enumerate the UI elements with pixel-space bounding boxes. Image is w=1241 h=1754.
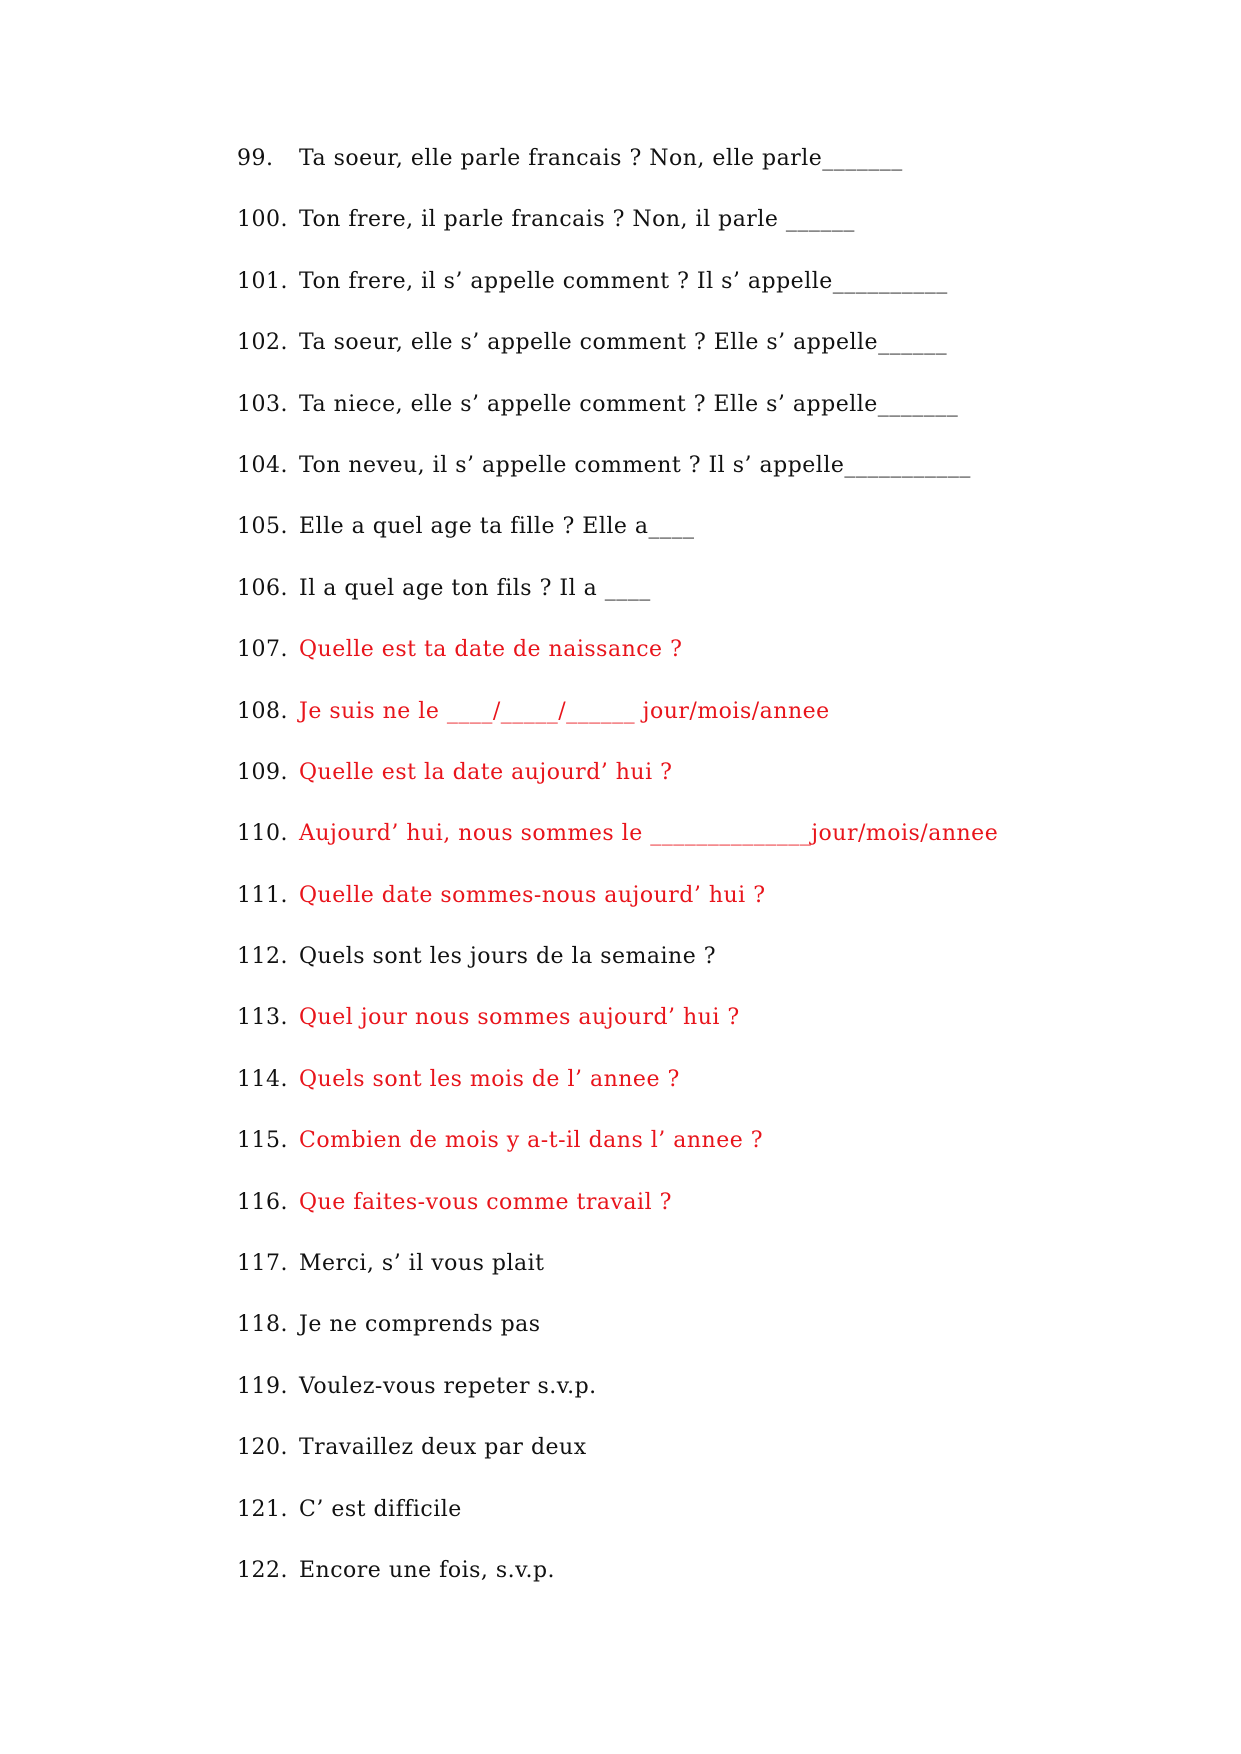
item-text: Quels sont les jours de la semaine ? — [299, 944, 716, 970]
item-number: 102. — [237, 330, 288, 356]
list-item — [237, 391, 1137, 455]
item-text: Combien de mois y a-t-il dans l’ annee ? — [299, 1128, 764, 1154]
list-item — [237, 332, 1137, 393]
item-number: 103. — [237, 391, 288, 417]
item-text: Voulez-vous repeter s.v.p. — [299, 1373, 597, 1399]
list-item — [237, 1557, 1137, 1621]
item-text: Ton frere, il s’ appelle comment ? Il s’ appelle__________ — [299, 268, 948, 294]
item-number: 107. — [237, 637, 288, 663]
list-item — [237, 1253, 1137, 1314]
item-text: C’ est difficile — [299, 1496, 462, 1522]
list-item — [237, 1496, 1137, 1560]
list-item — [237, 698, 1137, 762]
item-text: Je ne comprends pas — [299, 1312, 541, 1338]
list-item — [237, 946, 1137, 1007]
item-number: 111. — [237, 882, 288, 908]
item-text: Quels sont les mois de l’ annee ? — [299, 1066, 680, 1092]
list-item — [237, 209, 1137, 270]
item-number: 110. — [237, 821, 288, 847]
item-number: 119. — [237, 1373, 288, 1399]
list-item — [237, 148, 1137, 209]
item-text: Ta niece, elle s’ appelle comment ? Elle s’ appelle_______ — [299, 391, 959, 417]
numbered-question-list — [237, 148, 1137, 1621]
list-item — [237, 516, 1137, 577]
item-text: Travaillez deux par deux — [299, 1435, 587, 1461]
list-item — [237, 452, 1137, 516]
item-text: Ta soeur, elle parle francais ? Non, elle parle_______ — [299, 146, 903, 171]
item-number: 104. — [237, 452, 288, 478]
list-item — [237, 1373, 1137, 1437]
list-item — [237, 575, 1137, 639]
item-text: Quel jour nous sommes aujourd’ hui ? — [299, 1005, 740, 1031]
item-text: Ta soeur, elle s’ appelle comment ? Elle s’ appelle______ — [299, 330, 948, 356]
item-text: Quelle est la date aujourd’ hui ? — [299, 759, 673, 785]
item-number: 116. — [237, 1189, 288, 1215]
item-text: Il a quel age ton fils ? Il a ____ — [299, 575, 651, 601]
list-item — [237, 1007, 1137, 1068]
list-item — [237, 882, 1137, 946]
list-item — [237, 1130, 1137, 1191]
list-item — [237, 639, 1137, 700]
item-text: Je suis ne le ____/_____/______ jour/mois/annee — [299, 698, 830, 724]
list-item — [237, 1437, 1137, 1498]
item-number: 100. — [237, 207, 288, 233]
item-number: 118. — [237, 1312, 288, 1338]
item-number: 109. — [237, 759, 288, 785]
item-number: 115. — [237, 1128, 288, 1154]
item-number: 117. — [237, 1251, 288, 1277]
list-item — [237, 1066, 1137, 1130]
item-number: 120. — [237, 1435, 288, 1461]
item-number: 122. — [237, 1557, 288, 1583]
item-number: 114. — [237, 1066, 288, 1092]
item-text: Ton frere, il parle francais ? Non, il parle ______ — [299, 207, 855, 233]
item-text: Que faites-vous comme travail ? — [299, 1189, 672, 1215]
item-number: 105. — [237, 514, 288, 540]
list-item — [237, 1189, 1137, 1253]
list-item — [237, 759, 1137, 823]
list-item — [237, 268, 1137, 332]
item-number: 112. — [237, 944, 288, 970]
item-text: Quelle date sommes-nous aujourd’ hui ? — [299, 882, 766, 908]
item-number: 106. — [237, 575, 288, 601]
item-text: Merci, s’ il vous plait — [299, 1251, 545, 1277]
item-text: Aujourd’ hui, nous sommes le ______________jour/mois/annee — [299, 821, 999, 847]
item-text: Encore une fois, s.v.p. — [299, 1557, 556, 1583]
item-text: Quelle est ta date de naissance ? — [299, 637, 683, 663]
item-number: 121. — [237, 1496, 288, 1522]
item-number: 99. — [237, 146, 274, 171]
item-number: 113. — [237, 1005, 288, 1031]
item-text: Ton neveu, il s’ appelle comment ? Il s’ appelle___________ — [299, 452, 971, 478]
item-number: 108. — [237, 698, 288, 724]
item-text: Elle a quel age ta fille ? Elle a____ — [299, 514, 695, 540]
list-item — [237, 823, 1137, 884]
list-item — [237, 1314, 1137, 1375]
item-number: 101. — [237, 268, 288, 294]
